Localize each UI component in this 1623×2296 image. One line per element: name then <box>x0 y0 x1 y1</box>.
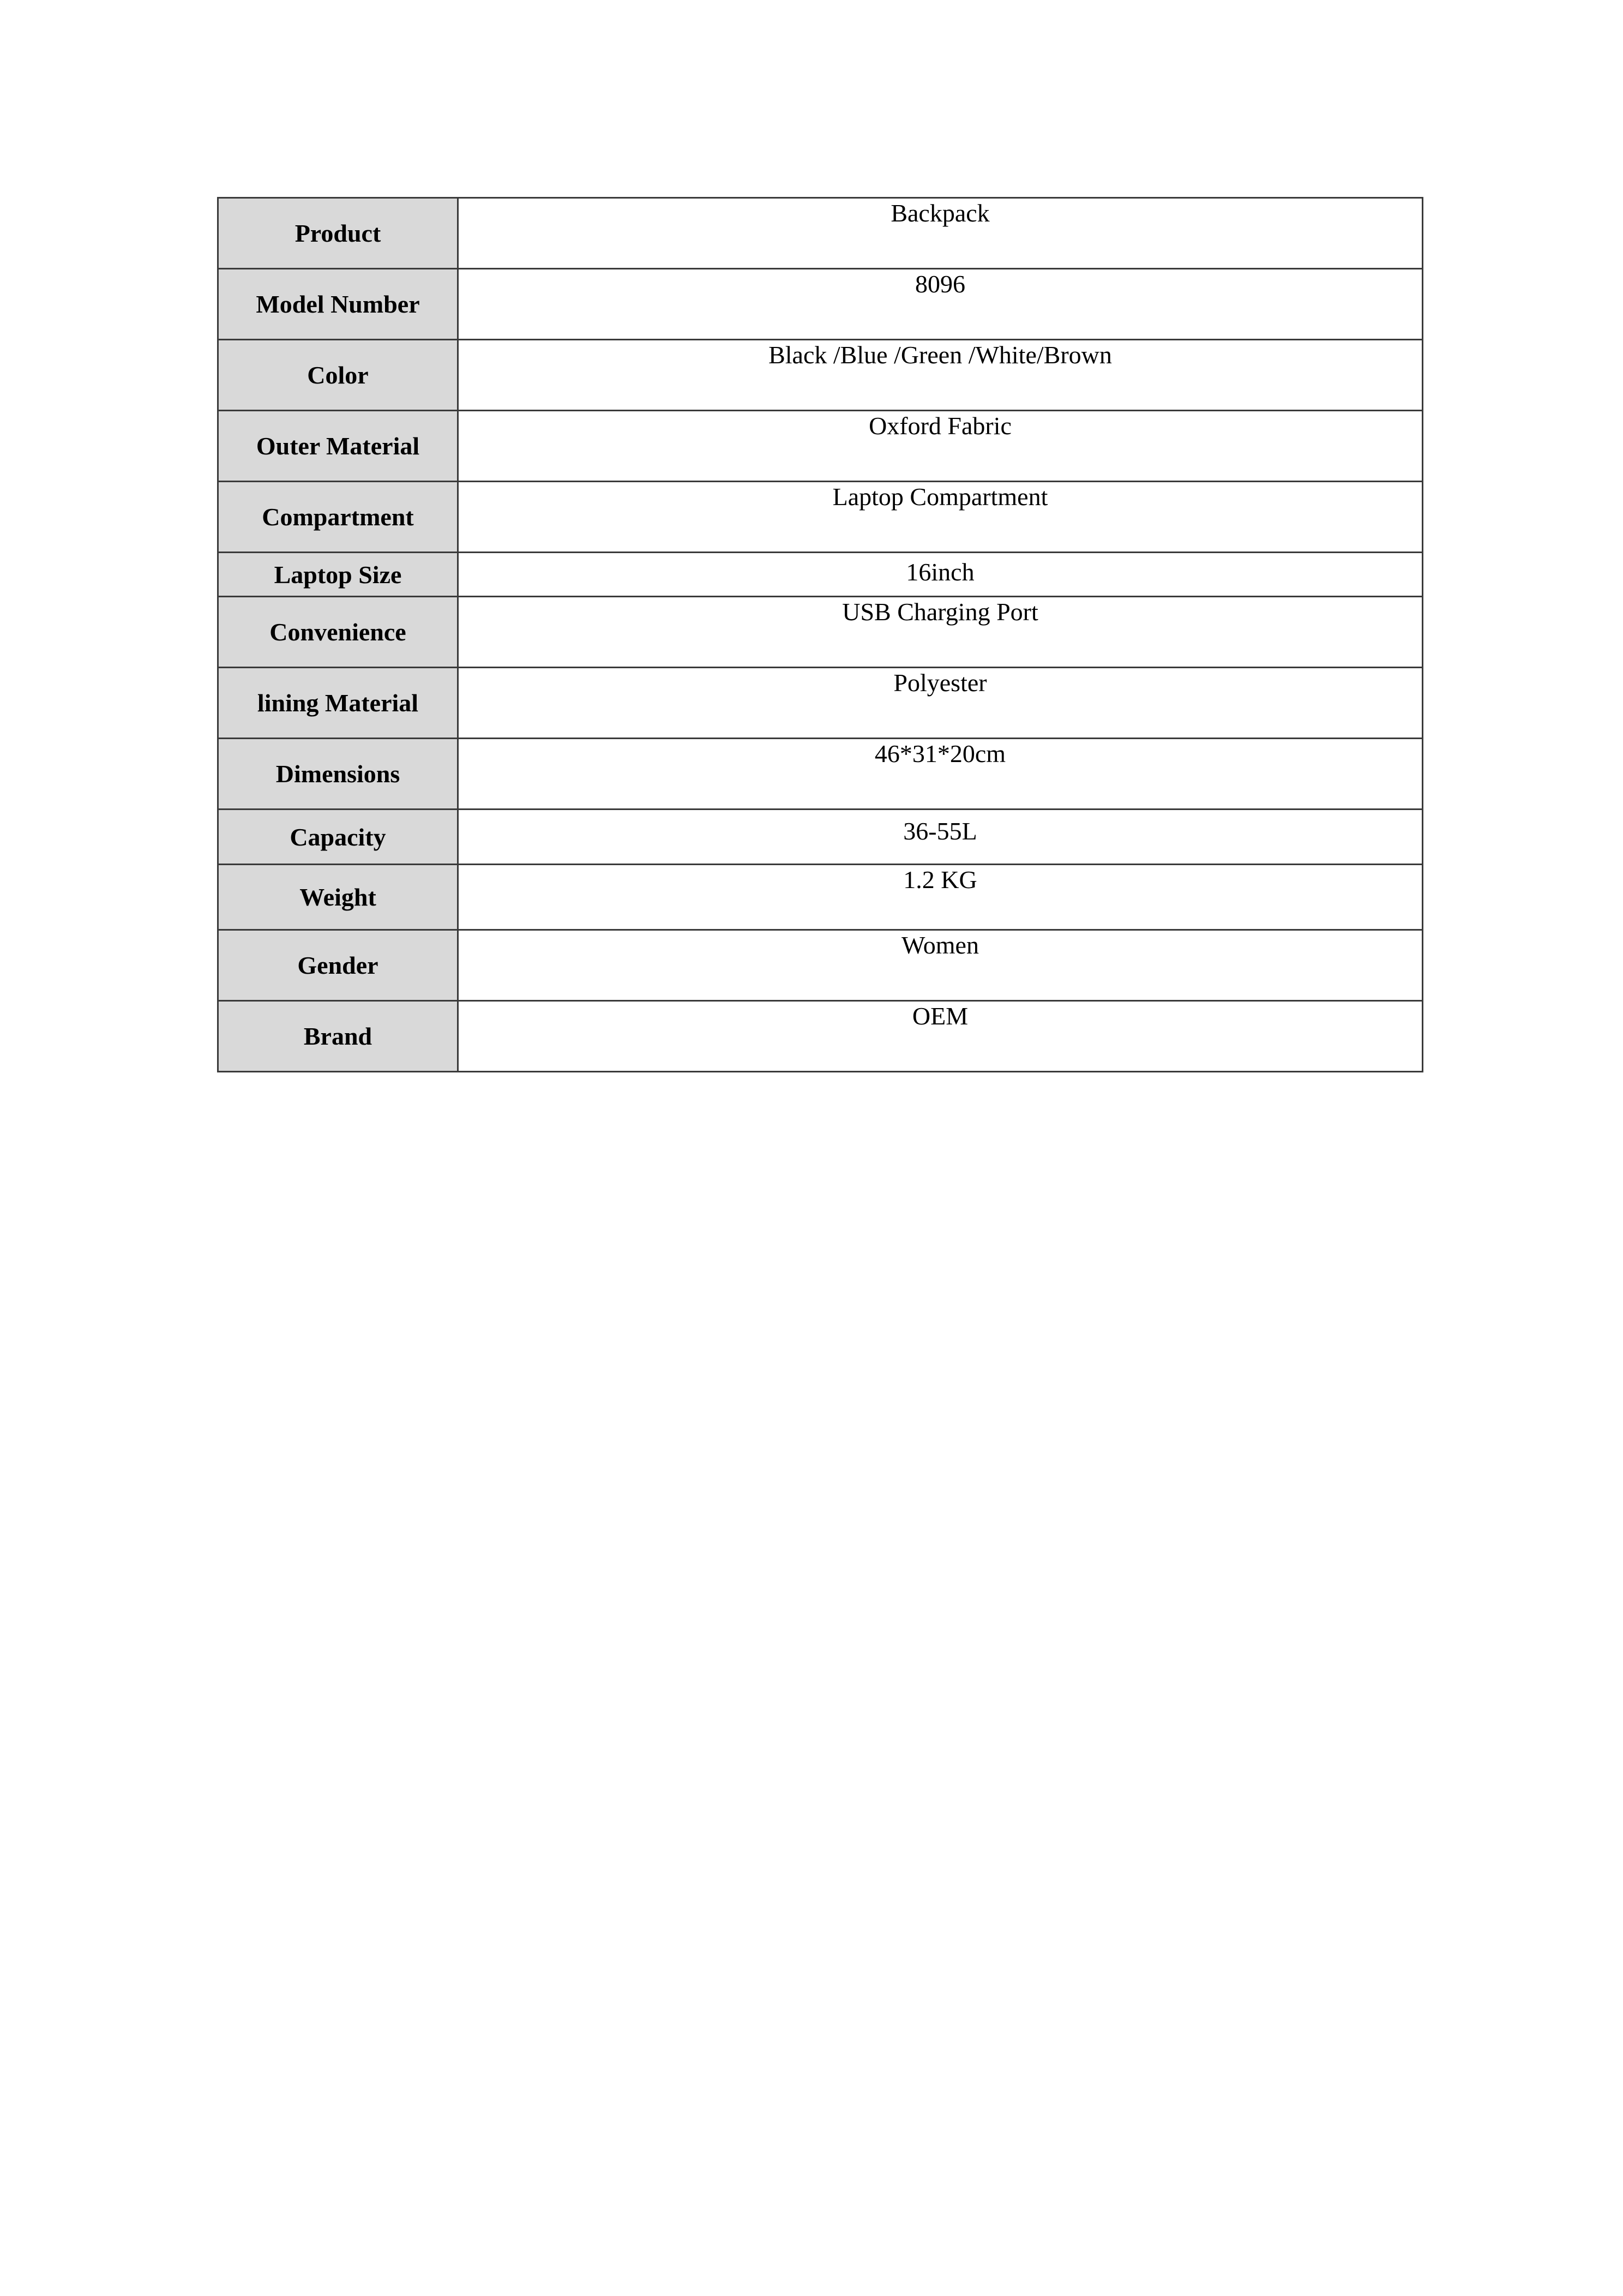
spec-label: Dimensions <box>218 739 458 810</box>
spec-label: Gender <box>218 930 458 1001</box>
table-row <box>218 668 1423 739</box>
table-row <box>218 865 1423 930</box>
spec-value: OEM <box>458 1001 1423 1072</box>
spec-label: lining Material <box>218 668 458 739</box>
spec-value: 8096 <box>458 269 1423 340</box>
table-row <box>218 930 1423 1001</box>
spec-value: Oxford Fabric <box>458 411 1423 482</box>
spec-value: Backpack <box>458 198 1423 269</box>
table-row <box>218 553 1423 597</box>
spec-label: Outer Material <box>218 411 458 482</box>
table-row <box>218 597 1423 668</box>
table-row <box>218 739 1423 810</box>
spec-label: Laptop Size <box>218 553 458 597</box>
spec-value: Women <box>458 930 1423 1001</box>
table-row <box>218 198 1423 269</box>
spec-label: Brand <box>218 1001 458 1072</box>
spec-label: Capacity <box>218 810 458 865</box>
spec-label: Color <box>218 340 458 411</box>
table-row <box>218 1001 1423 1072</box>
spec-label: Compartment <box>218 482 458 553</box>
spec-value: 36-55L <box>458 810 1423 865</box>
table-row <box>218 482 1423 553</box>
spec-value: 16inch <box>458 553 1423 597</box>
spec-value: 46*31*20cm <box>458 739 1423 810</box>
spec-label: Convenience <box>218 597 458 668</box>
table-row <box>218 340 1423 411</box>
table-row <box>218 269 1423 340</box>
spec-value: Laptop Compartment <box>458 482 1423 553</box>
spec-label: Model Number <box>218 269 458 340</box>
spec-label: Weight <box>218 865 458 930</box>
table-row <box>218 810 1423 865</box>
spec-value: USB Charging Port <box>458 597 1423 668</box>
spec-value: Polyester <box>458 668 1423 739</box>
spec-value: Black /Blue /Green /White/Brown <box>458 340 1423 411</box>
spec-label: Product <box>218 198 458 269</box>
spec-value: 1.2 KG <box>458 865 1423 930</box>
product-spec-table <box>217 197 1423 1072</box>
table-row <box>218 411 1423 482</box>
